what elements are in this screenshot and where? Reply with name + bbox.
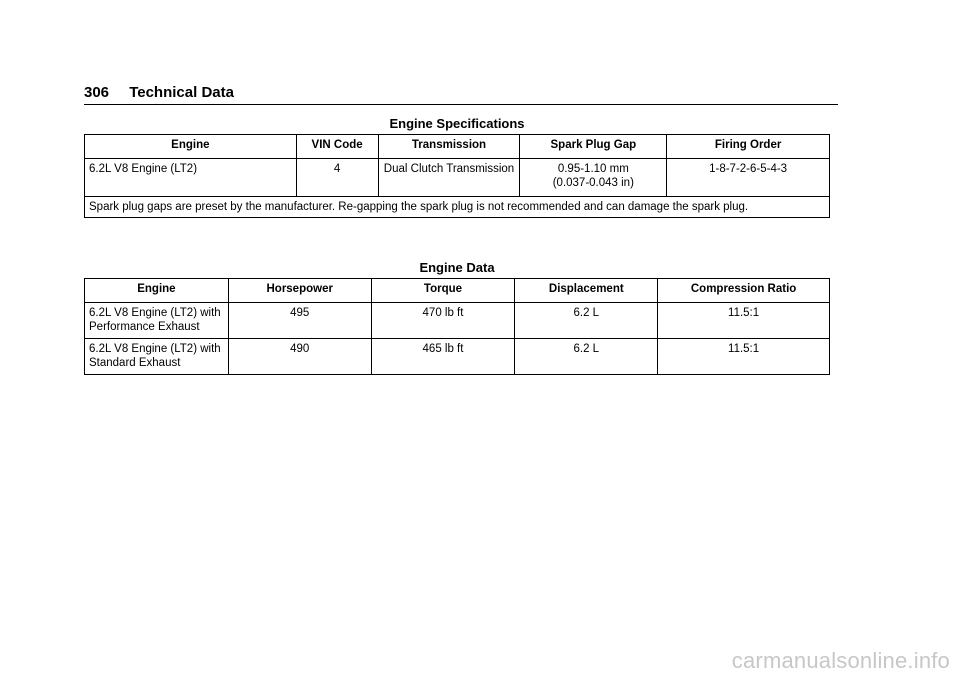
- gap-imperial: (0.037-0.043 in): [552, 177, 634, 189]
- horsepower-cell: 495: [228, 303, 371, 339]
- section-title: Technical Data: [129, 84, 234, 101]
- page-header: [84, 84, 838, 105]
- watermark: carmanualsonline.info: [731, 648, 950, 673]
- column-header: Firing Order: [667, 135, 830, 159]
- compression-ratio-cell: 11.5:1: [658, 303, 830, 339]
- engine-specifications-title: Engine Specifications: [389, 116, 525, 131]
- torque-cell: 465 lb ft: [371, 339, 515, 375]
- table-row: [85, 303, 830, 339]
- horsepower-cell: 490: [228, 339, 371, 375]
- column-header: Torque: [371, 279, 515, 303]
- engine-line: 6.2L V8 Engine (LT2) with: [89, 343, 221, 355]
- engine-specifications-table: [84, 134, 830, 218]
- column-header: Engine: [85, 135, 297, 159]
- engine-data-table: [84, 278, 830, 375]
- engine-cell: [85, 303, 229, 339]
- engine-line: Performance Exhaust: [89, 321, 200, 333]
- spark-plug-gap-cell: [520, 159, 667, 197]
- table-note-row: [85, 197, 830, 218]
- spark-plug-note: Spark plug gaps are preset by the manufacturer. Re-gapping the spark plug is not recommended and can damage the spark plug.: [85, 197, 830, 218]
- engine-line: Standard Exhaust: [89, 357, 181, 369]
- transmission-cell: Dual Clutch Transmission: [378, 159, 520, 197]
- table-row: [85, 159, 830, 197]
- torque-cell: 470 lb ft: [371, 303, 515, 339]
- column-header: Compression Ratio: [658, 279, 830, 303]
- engine-data-title: Engine Data: [419, 260, 495, 275]
- table-row: [85, 339, 830, 375]
- footer-watermark-bar: [0, 650, 960, 678]
- column-header: VIN Code: [296, 135, 378, 159]
- displacement-cell: 6.2 L: [515, 339, 658, 375]
- page-number: 306: [84, 84, 110, 101]
- displacement-cell: 6.2 L: [515, 303, 658, 339]
- engine-cell: [85, 339, 229, 375]
- column-header: Transmission: [378, 135, 520, 159]
- table-header-row: [85, 279, 830, 303]
- column-header: Displacement: [515, 279, 658, 303]
- gap-metric: 0.95-1.10 mm: [557, 163, 629, 175]
- engine-cell: 6.2L V8 Engine (LT2): [85, 159, 297, 197]
- column-header: Engine: [85, 279, 229, 303]
- firing-order-cell: 1-8-7-2-6-5-4-3: [667, 159, 830, 197]
- table-header-row: [85, 135, 830, 159]
- vin-code-cell: 4: [296, 159, 378, 197]
- compression-ratio-cell: 11.5:1: [658, 339, 830, 375]
- column-header: Horsepower: [228, 279, 371, 303]
- engine-line: 6.2L V8 Engine (LT2) with: [89, 307, 221, 319]
- column-header: Spark Plug Gap: [520, 135, 667, 159]
